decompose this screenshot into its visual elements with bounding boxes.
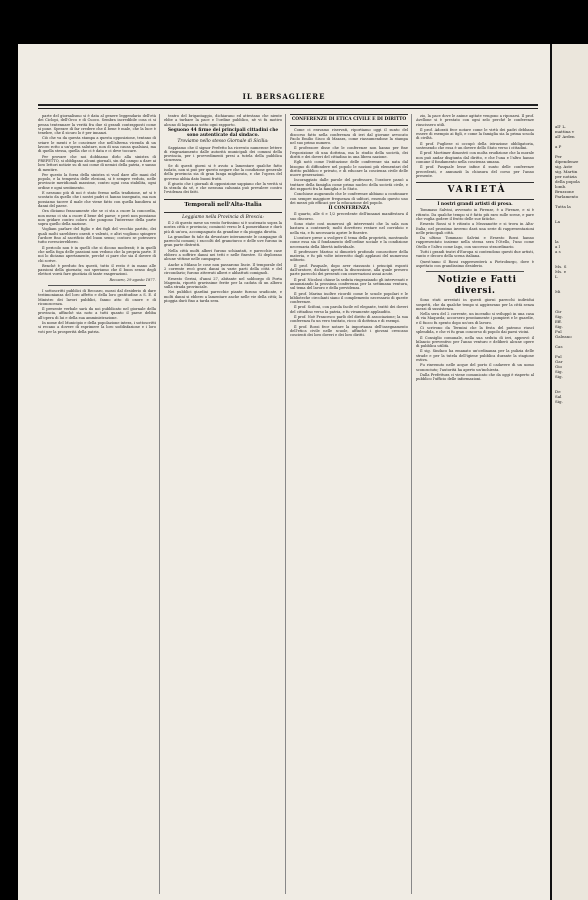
col3-subtitle: II CONFERENZA [328, 206, 370, 212]
col4-paragraph: Il Consiglio comunale, nella sua seduta di ieri, approvò il bilancio preventivo per l'anno venturo e deliberò alcune opere di pubblica utilità. [416, 335, 534, 349]
col2-paragraph: Nella città molti alberi furono schiantati, e parecchie case ebbero a soffrire danni nei tetti e nelle finestre. Si deplorano alcune vittime nelle campagne. [164, 248, 282, 262]
col3-section-title: CONFERENZE DI ETICA CIVILE E DI DIRITTO [291, 117, 407, 122]
col3-paragraph: Il prof. Rossi fece notare la importanza dell'insegnamento dell'etica civile nelle scuole, affinché i giovani crescano coscienti dei loro doveri e dei loro diritti. [290, 324, 408, 338]
col1-paragraph: parte del giornalismo si è data al genere leggendario dell'età dei Ciclopi, dell'Orco e di Cuoco. Sembra incredibile cosa ci si pensa tentennare la verità fra due sì grandi contrapposti come si pone. Sperare di far credere che il bene è male, che la luce è tenebre, che il sicuro lo è per innanzi. [38, 114, 156, 136]
col4-paragraph: Tutti i grandi teatri d'Europa si contendono questi due artisti, vanto e decoro della scena italiana. [416, 250, 534, 259]
col3-section-box [290, 114, 408, 126]
col2-paragraph: Se di questi giorni si è avuto a lamentare qualche fatto isolato, non si può per questo negare che la condizione generale della provincia sia di gran lunga migliorata, e che l'opera del governo abbia dato buoni frutti. [164, 163, 282, 181]
adjacent-page-line: La [555, 219, 561, 224]
col3-paragraph: Il professore disse che le conferenze non hanno per fine l'esposizione di una dottrina, ma lo studio della società, dei diritti e dei doveri del cittadino in una libera nazione. [290, 146, 408, 159]
col1-paragraph: Il pericolo non è in quelli che si dicono moderati; è in quelli che nella foga delle passioni non vedono che la propria parte. E noi lo diciamo apertamente, perché ci pare che sia il dovere di chi scrive. [38, 245, 156, 263]
col1-paragraph: Ora diciamo francamente che se ci sta a cuore la concordia, non meno ci sta a cuore il bene del paese; e però non possiamo non gridare contro coloro che pongono l'interesse della parte sopra quello della nazione. [38, 209, 156, 227]
adjacent-page-line: Eff. [555, 319, 562, 324]
col2-paragraph: Il 2 di questo mese un vento fortissimo si è scatenato sopra la nostra città e provincia; cominciò verso le 4 pomeridiane e durò più di un'ora, accompagnato da grandine e da pioggia dirotta. [164, 220, 282, 234]
col3-paragraph: Il prof. Scifoni, con parola facile ed elegante, trattò dei doveri del cittadino verso la patria, e fu vivamente applaudito. [290, 305, 408, 314]
col1-paragraph: Il presente verbale sarà da noi pubblicato nel giornale della provincia, affinché sia noto a tutti quanto il paese debba all'opera di lui e della sua amministrazione. [38, 307, 156, 320]
col3-paragraph: Il prof. Pasquale, dopo aver riassunto i principii esposti dall'oratore, dichiarò aperta la discussione, alla quale presero parte parecchi dei presenti con osservazioni assai acute. [290, 263, 408, 277]
adjacent-page-line: sig. Aste [555, 164, 573, 169]
col2-section-sub: Leggiamo nella Provincia di Brescia: [182, 214, 264, 220]
adjacent-page-line: Bruzzone [555, 189, 574, 194]
adjacent-page-line: a P [555, 144, 562, 149]
adjacent-page-line: sig. Martin [555, 169, 578, 174]
col2-note: Seguono 44 firme dei principali cittadini che sono autenticate dal sindaco. [167, 127, 279, 139]
col1-paragraph: Ciò che va da questa stampa a questa opposizione, tentano di sviare le menti e le coscienze che nell'alterna vicenda di un lavoro rotto a un'opera salutare, non di una causa qualsiasi, ma di quella stessa, quella che ci è data e ci deve toccare. [38, 136, 156, 154]
col4-paragraph: Fu rinvenuto nelle acque del porto il cadavere di un uomo sconosciuto; l'autorità ha aperto un'inchiesta. [416, 363, 534, 372]
col4-paragraph: Da ultimo Tommaso Salvini e Ernesto Rossi hanno rappresentato insieme nella stessa sera l'Otello, l'uno come Otello e l'altro come Iago, con successo straordinario. [416, 236, 534, 249]
col2-section-box [164, 199, 282, 213]
adjacent-page-line: Sal [555, 394, 562, 399]
col4-section-title: VARIETÀ [447, 185, 507, 196]
col1-paragraph: Benché è perduto fra questi, tutto il resto è in mano alle passioni della giornata; noi speriamo che il buon senso degli elettori vorrà fare giustizia di tante esagerazioni. [38, 263, 156, 277]
col4-paragraph: Il sig. Sindaco ha emanato un'ordinanza per la pulizia delle strade e per la tutela dell'igiene pubblica durante la stagione estiva. [416, 349, 534, 363]
column-rule [411, 114, 412, 894]
adjacent-page-line: della popola [555, 179, 580, 184]
col4-paragraph: Dalla Prefettura ci viene comunicato che da oggi è riaperto al pubblico l'ufficio delle informazioni. [416, 372, 534, 382]
adjacent-page-line: Sig. [555, 369, 563, 374]
adjacent-page-line: Sig. [555, 399, 563, 404]
column-rule [285, 114, 286, 894]
column-4 [416, 114, 534, 894]
column-2 [164, 114, 282, 894]
adjacent-page-line: Ful [555, 354, 562, 359]
adjacent-page-line: all' Arden [555, 134, 575, 139]
col3-paragraph: Come ci eravamo riservati, riportiamo oggi il sunto del discorso fatto nella conferenza di ieri dal giovane avvocato Paolo Emilio Sisco di Mazara, come riassumendone la stampa nel suo primo numero. [290, 128, 408, 146]
column-3 [290, 114, 408, 894]
col1-dateline: Recoaro, 29 agosto 1877. [109, 277, 156, 282]
col3-paragraph: Il prof. Noè Francesco parlò del diritto di associazione; la sua conferenza fu un vero trattato, ricco di dottrina e di esempi. [290, 314, 408, 324]
col4-subtitle: I nostri grandi artisti di prosa. [437, 202, 513, 208]
col2-paragraph: Ernesto Gerini, d'anni 27, abitante nel sobborgo di Porta Magenta, riportò gravissime ferite per la caduta di un albero sulla strada provinciale. [164, 276, 282, 290]
adjacent-page-line: mattina v [555, 129, 575, 134]
adjacent-page-line: Tutta la [555, 204, 571, 209]
col3-paragraph: Incoraggiato dalle parole del professore, l'oratore passò a trattare della famiglia come primo nucleo della società civile, e dei rapporti fra la famiglia e lo Stato. [290, 178, 408, 192]
column-rule [159, 114, 160, 894]
adjacent-page-line: dipendenze [555, 159, 579, 164]
col4-divider [426, 271, 524, 272]
adjacent-page-line: a l [555, 244, 560, 249]
adjacent-page-text [555, 124, 588, 404]
col2-paragraph: teatro del brigantaggio, dichiarano ed attestano che niente ebbe a turbare la pace e l'ordine pubblico, nè vi fu motivo alcuno di lagnanza sotto ogni rapporto. [164, 114, 282, 127]
adjacent-page-line: Parlamento [555, 194, 579, 199]
col1-paragraph: Per provare che noi dobbiamo dirlo alla sinistra di PREFETTO, si obbligano alcuni giornali, sin dal campo a dare ai loro lettori notizie su di noi come di nemici della patria, e sanno di mentire. [38, 154, 156, 172]
col4-paragraph: Il prof. Pasquale lesse infine il sunto delle conferenze precedenti, e annunziò la chiusura del corso per l'anno presente. [416, 165, 534, 178]
col1-paragraph: E nessuno più di noi è stato fermo nella tradizione, né si è scostato da quello che i nostri padri ci hanno insegnato, ma non possiamo tacere il male che viene fatto con quella bandiera ai danni del paese. [38, 191, 156, 208]
col2-paragraph: La grandine fu tale da devastare interamente le campagne di parecchi comuni; i raccolti del granoturco e delle uve furono in gran parte distrutti. [164, 234, 282, 248]
col2-paragraph: Nei pubblici giardini parecchie piante furono sradicate, e molti danni si ebbero a lamentare anche nelle vie della città; la pioggia durò fino a tarda sera. [164, 290, 282, 304]
adjacent-page-line: per notizia [555, 174, 577, 179]
newspaper-page [18, 44, 550, 900]
adjacent-page-line: Ful [555, 329, 562, 334]
adjacent-page-line: De [555, 389, 561, 394]
col4-paragraph: Ernesto Rossi si è ritirato a Mezzanotte e si trova in Alta-Italia; nel prossimo inverno darà una serie di rappresentazioni nelle principali città. [416, 222, 534, 235]
col3-paragraph: Il prof. Marino inoltre ricordò come le scuole popolari e le biblioteche circolanti siano il complemento necessario di queste conferenze. [290, 291, 408, 305]
adjacent-page-line: Gio [555, 364, 562, 369]
adjacent-page-line: Cas [555, 344, 563, 349]
adjacent-page-line: Ms. S [555, 264, 567, 269]
col4-paragraph: Il prof. Pugliese si occupò della istruzione obbligatoria, sostenendo che essa è un dovere dello Stato verso i cittadini. [416, 141, 534, 151]
col2-paragraph: Sappiamo che il signor Prefetto ha ricevuto numerose lettere di ringraziamento dalle autorità municipali dei comuni della provincia, per i provvedimenti presi a tutela della pubblica sicurezza. [164, 145, 282, 163]
header-rule [38, 104, 538, 106]
col4-paragraph: zio, la pace dove le anime agitate vengono a riposarsi. Il prof. Avellone si è prestato con ogni zelo perché le conferenze riuscissero utili. [416, 114, 534, 127]
col4-section-box [416, 182, 534, 200]
col4-paragraph: Il prof. Adorati fece notare come le virtù dei padri debbano essere di esempio ai figli, e come la famiglia sia la prima scuola di civiltà. [416, 127, 534, 141]
adjacent-page-line: Ms. e [555, 269, 567, 274]
col3-paragraph: Sono state così numerosi gli intervenuti che la sala non bastava a contenerli; molti dovettero restare nel corridoio e nella via, e fu necessario aprire le finestre. [290, 222, 408, 235]
col4-title2: Notizie e Fatti diversi. [437, 275, 517, 297]
adjacent-page-line: Per [555, 154, 562, 159]
col1-paragraph: Per questo la forza della sinistra si vuol dare alle mani del popolo, e la tempesta delle elezioni, si è sempre veduto, nelle provincie meridionali massime, contro ogni cosa stabilita, ogni ordine e ogni sentimento. [38, 172, 156, 190]
adjacent-page-line: all' L. [555, 124, 567, 129]
col4-paragraph: Tommaso Salvini, avvenuto in Firenze, è a Firenze, e si è ritirato. Da qualche tempo si è fatto più raro sulle scene, e pare che voglia godere il frutto delle sue fatiche. [416, 208, 534, 221]
col1-paragraph: Vogliam parlare del figlio e dei figli del vecchio partito, dei quali molti sarebbero onesti e valenti, e altri vogliono spingere l'ardore fino al sacrificio del buon senso; costoro se potessero tutto rovescierebbero. [38, 227, 156, 245]
col2-paragraph: Anche a Milano le cose non passarono liscie. Il temporale del 2 corrente recò gravi danni in varie parti della città e del circondario; furono atterrati alberi e abbattuti comignoli. [164, 262, 282, 276]
col2-paragraph: È giusto che i giornali di opposizione sappiano che la verità si fa strada da sé, e che nessuna calunnia può prevalere contro l'evidenza dei fatti. [164, 181, 282, 195]
col4-paragraph: Nella sera del 2 corrente, un incendio si sviluppò in una casa di via Maqueda; accorsero prontamente i pompieri e le guardie, e il fuoco fu spento dopo un'ora di lavoro. [416, 312, 534, 325]
col4-paragraph: Quest'anno il Rossi rappresenterà a Pietroburgo, dove è aspettato con grandissimo desiderio. [416, 259, 534, 268]
col3-paragraph: Il professore Marino si dimostrò profondo conoscitore della materia, e fu più volte interrotto dagli applausi del numeroso uditorio. [290, 249, 408, 263]
running-title: IL BERSAGLIERE [242, 92, 326, 101]
col3-paragraph: Il prof. Nicolosi chiuse la seduta ringraziando gli intervenuti e annunziando la prossima conferenza per la settimana ventura, sul tema del lavoro e della previdenza. [290, 277, 408, 291]
column-1 [38, 114, 156, 894]
col1-paragraph: In nome del Municipio e della popolazione intera, i sottoscritti si recano a dovere di esprimere la loro soddisfazione e i loro voti per la prosperità della patria. [38, 321, 156, 334]
col3-paragraph: Egli notò come l'istituzione delle conferenze sia nata dal bisogno di diffondere nel popolo le nozioni più elementari del diritto pubblico e privato, e di educare la coscienza civile delle nuove generazioni. [290, 160, 408, 178]
col4-paragraph: Ci scrivono da Termini che la festa del patrono riuscì splendida, e che vi fu gran concorso di popolo dai paesi vicini. [416, 326, 534, 335]
adjacent-page-line: Sig. [555, 314, 563, 319]
col2-section-title: Temporali nell'Alta-Italia [184, 201, 262, 208]
col4-paragraph: Sono stati arrestati in questi giorni parecchi individui sospetti, che da qualche tempo si aggiravano per la città senza mezzi di sussistenza. [416, 298, 534, 311]
adjacent-page-line: la [555, 239, 559, 244]
adjacent-page-line: Sig. [555, 374, 563, 379]
adjacent-page-line: lomb. [555, 184, 567, 189]
col2-subheading: Troviamo nello stesso Giornale di Sicilia: [177, 139, 269, 145]
adjacent-page-line: L [555, 274, 558, 279]
adjacent-page-line: Mi [555, 289, 561, 294]
col1-divider [48, 285, 146, 286]
adjacent-page-line: Galeano [555, 334, 572, 339]
col3-paragraph: Conchiuse augurando che le conferenze abbiano a continuare con sempre maggiore frequenza di uditori, essendo questo uno dei mezzi più efficaci per la educazione del popolo. [290, 192, 408, 205]
col3-paragraph: L'oratore prese a svolgere il tema della proprietà, mostrando come essa sia il fondamento dell'ordine sociale e la condizione necessaria della libertà individuale. [290, 235, 408, 249]
adjacent-page-line: Sig. [555, 324, 563, 329]
header-rule-thin [38, 108, 538, 109]
col3-paragraph: Il quarto, alle 6 e 1/2 precedente dell'innanzi manifestava il suo discorso. [290, 212, 408, 221]
adjacent-page-line: Gir [555, 309, 562, 314]
adjacent-page-strip [552, 44, 588, 900]
adjacent-page-line: Gar [555, 359, 563, 364]
col1-paragraph: I sottoscritti pubblici di Recoaro, mossi dal desiderio di dare testimonianza del loro affetto e della loro gratitudine a S. E. il Ministro dei lavori pubblici, fanno atto di onore e di riconoscenza. [38, 288, 156, 306]
adjacent-page-line: a s [555, 249, 561, 254]
col4-paragraph: Il prof. Mortimer dimostrò con molta erudizione che la morale non può andar disgiunta dal diritto, e che l'una e l'altro hanno comune il fondamento nella coscienza umana. [416, 151, 534, 164]
